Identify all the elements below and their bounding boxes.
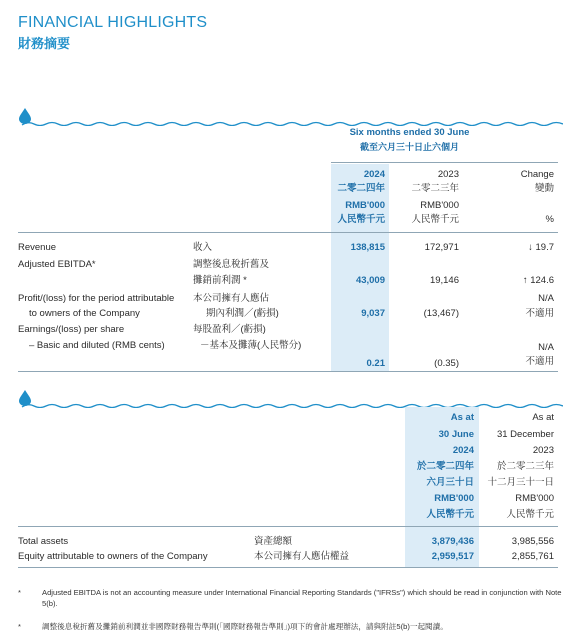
note-star-zh: * [18, 622, 21, 631]
row-revenue-label: Revenue [18, 242, 57, 253]
profit-2024: 9,037 [361, 308, 385, 319]
change-unit: % [545, 214, 554, 225]
table2-top-rule [18, 526, 558, 527]
t2-col2023-l2: 31 December [496, 429, 554, 440]
ebitda-2023: 19,146 [429, 275, 459, 286]
col2024-year-zh: 二零二四年 [337, 183, 385, 194]
t2-col2024-l7: 人民幣千元 [426, 509, 474, 520]
table1-top-rule [18, 232, 558, 233]
t2-col2024-l1: As at [450, 412, 474, 423]
row-profit-label2: to owners of the Company [29, 308, 140, 319]
assets-2023: 3,985,556 [511, 536, 554, 547]
note-zh: 調整後息稅折舊及攤銷前利潤並非國際財務報告準則(「國際財務報告準則」)項下的會計處理辦法，請與附註5(b)一起閱讀。 [42, 622, 448, 631]
col2023-unit: RMB'000 [420, 200, 459, 211]
change-header-zh: 變動 [534, 183, 554, 194]
row-ebitda-label: Adjusted EBITDA* [18, 259, 96, 270]
t2-col2024-l5: 六月三十日 [426, 477, 474, 488]
t2-col2024-l6: RMB'000 [434, 493, 474, 504]
t2-col2023-l7: 人民幣千元 [506, 509, 554, 520]
row-ebitda-label-zh1: 調整後息稅折舊及 [193, 259, 270, 270]
row-assets-label-zh: 資產總額 [254, 536, 293, 547]
row-ebitda-label-zh2: 攤銷前利潤 * [193, 275, 247, 286]
row-eps-label-zh2: －基本及攤薄(人民幣分) [200, 340, 302, 351]
eps-change: N/A [538, 342, 554, 353]
highlight-column-2024 [331, 164, 389, 371]
t2-col2024-l3: 2024 [452, 445, 474, 456]
revenue-change: ↓ 19.7 [528, 242, 554, 253]
eps-change-zh: 不適用 [525, 356, 554, 367]
row-eps-label-zh1: 每股盈利／(虧損) [193, 324, 266, 335]
header-rule [331, 162, 558, 163]
profit-2023: (13,467) [423, 308, 459, 319]
page-title: FINANCIAL HIGHLIGHTS [18, 14, 208, 31]
t2-col2023-l4: 於二零二三年 [496, 461, 554, 472]
col2023-year-zh: 二零二三年 [411, 183, 459, 194]
col2024-unit: RMB'000 [345, 200, 385, 211]
row-equity-label-zh: 本公司擁有人應佔權益 [254, 551, 350, 562]
table1-bottom-rule [18, 371, 558, 372]
equity-2023: 2,855,761 [511, 551, 554, 562]
droplet-wave-icon [18, 106, 563, 126]
change-header: Change [520, 169, 554, 180]
period-header-zh: 截至六月三十日止六個月 [359, 142, 459, 152]
row-profit-label-zh2: 期內利潤／(虧損) [206, 308, 279, 319]
row-eps-label2: – Basic and diluted (RMB cents) [29, 340, 165, 351]
row-equity-label: Equity attributable to owners of the Company [18, 551, 208, 562]
page-title-zh: 財務摘要 [18, 36, 71, 51]
col2024-year: 2024 [363, 169, 385, 180]
equity-2024: 2,959,517 [431, 551, 474, 562]
row-profit-label1: Profit/(loss) for the period attributable [18, 293, 175, 304]
row-assets-label: Total assets [18, 536, 69, 547]
col2023-unit-zh: 人民幣千元 [411, 214, 459, 225]
note-star: * [18, 588, 21, 597]
profit-change-zh: 不適用 [525, 308, 554, 319]
profit-change: N/A [538, 293, 554, 304]
period-header: Six months ended 30 June [349, 127, 470, 138]
assets-2024: 3,879,436 [431, 536, 474, 547]
t2-col2024-l2: 30 June [438, 429, 474, 440]
eps-2024: 0.21 [366, 358, 385, 369]
t2-col2023-l6: RMB'000 [515, 493, 554, 504]
t2-col2023-l3: 2023 [532, 445, 554, 456]
row-revenue-label-zh: 收入 [193, 242, 213, 253]
eps-2023: (0.35) [434, 358, 459, 369]
row-eps-label1: Earnings/(loss) per share [18, 324, 125, 335]
t2-col2023-l1: As at [532, 412, 554, 423]
table2-bottom-rule [18, 567, 558, 568]
ebitda-change: ↑ 124.6 [522, 275, 554, 286]
t2-col2024-l4: 於二零二四年 [416, 461, 474, 472]
col2023-year: 2023 [437, 169, 459, 180]
col2024-unit-zh: 人民幣千元 [337, 214, 385, 225]
revenue-2024: 138,815 [350, 242, 385, 253]
droplet-wave-icon [18, 388, 563, 408]
row-profit-label-zh1: 本公司擁有人應佔 [193, 293, 270, 304]
ebitda-2024: 43,009 [355, 275, 385, 286]
t2-col2023-l5: 十二月三十一日 [487, 477, 554, 488]
revenue-2023: 172,971 [424, 242, 459, 253]
note-en: Adjusted EBITDA is not an accounting measure under International Financial Reporting Standards ("IFRSs") which should be read in conjunction with Note 5(b). [42, 588, 562, 608]
